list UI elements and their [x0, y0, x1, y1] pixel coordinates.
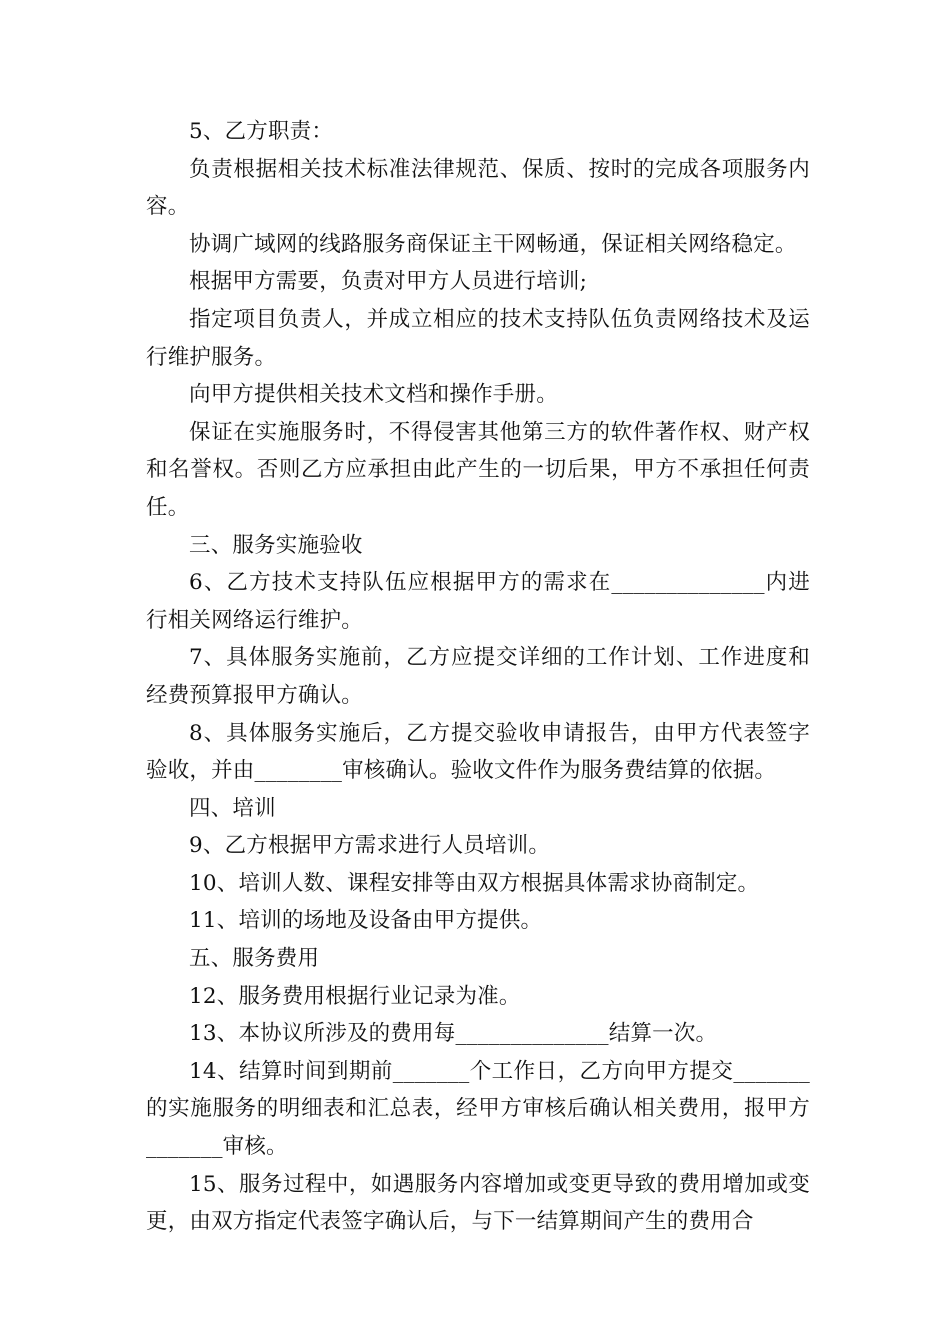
paragraph-yifang-duties-heading: 5、乙方职责：: [189, 119, 334, 144]
clause-6: 6、乙方技术支持队伍应根据甲方的需求在______________内进行相关网络运行维护。: [146, 570, 810, 633]
paragraph-duty-training: 根据甲方需要，负责对甲方人员进行培训;: [189, 269, 588, 295]
clause-11: 11、培训的场地及设备由甲方提供。: [189, 908, 543, 934]
paragraph-duty-project-lead: 指定项目负责人，并成立相应的技术支持队伍负责网络技术及运行维护服务。: [146, 306, 810, 370]
paragraph-duty-documentation: 向甲方提供相关技术文档和操作手册。: [189, 382, 558, 408]
clause-13: 13、本协议所涉及的费用每______________结算一次。: [189, 1021, 718, 1047]
clause-7: 7、具体服务实施前，乙方应提交详细的工作计划、工作进度和经费预算报甲方确认。: [146, 645, 810, 708]
clause-15: 15、服务过程中，如遇服务内容增加或变更导致的费用增加或变更，由双方指定代表签字确认后，与下一结算期间产生的费用合: [146, 1171, 810, 1235]
paragraph-duty-wan-coordination: 协调广域网的线路服务商保证主干网畅通，保证相关网络稳定。: [189, 231, 797, 257]
clause-12: 12、服务费用根据行业记录为准。: [189, 983, 521, 1009]
section-heading-training: 四、培训: [189, 795, 276, 821]
clause-14: 14、结算时间到期前_______个工作日，乙方向甲方提交_______的实施服务的明细表和汇总表，经甲方审核后确认相关费用，报甲方_______审核。: [146, 1058, 810, 1160]
document-body: [146, 113, 810, 1241]
paragraph-duty-service-content: 负责根据相关技术标准法律规范、保质、按时的完成各项服务内容。: [146, 156, 810, 220]
section-heading-fees: 五、服务费用: [189, 946, 320, 972]
clause-8: 8、具体服务实施后，乙方提交验收申请报告，由甲方代表签字验收，并由________审核确认。验收文件作为服务费结算的依据。: [146, 720, 810, 784]
section-heading-acceptance: 三、服务实施验收: [189, 532, 363, 558]
clause-9: 9、乙方根据甲方需求进行人员培训。: [189, 833, 551, 859]
clause-10: 10、培训人数、课程安排等由双方根据具体需求协商制定。: [189, 870, 760, 896]
paragraph-duty-ip-rights: 保证在实施服务时，不得侵害其他第三方的软件著作权、财产权和名誉权。否则乙方应承担由此产生的一切后果，甲方不承担任何责任。: [146, 419, 810, 520]
